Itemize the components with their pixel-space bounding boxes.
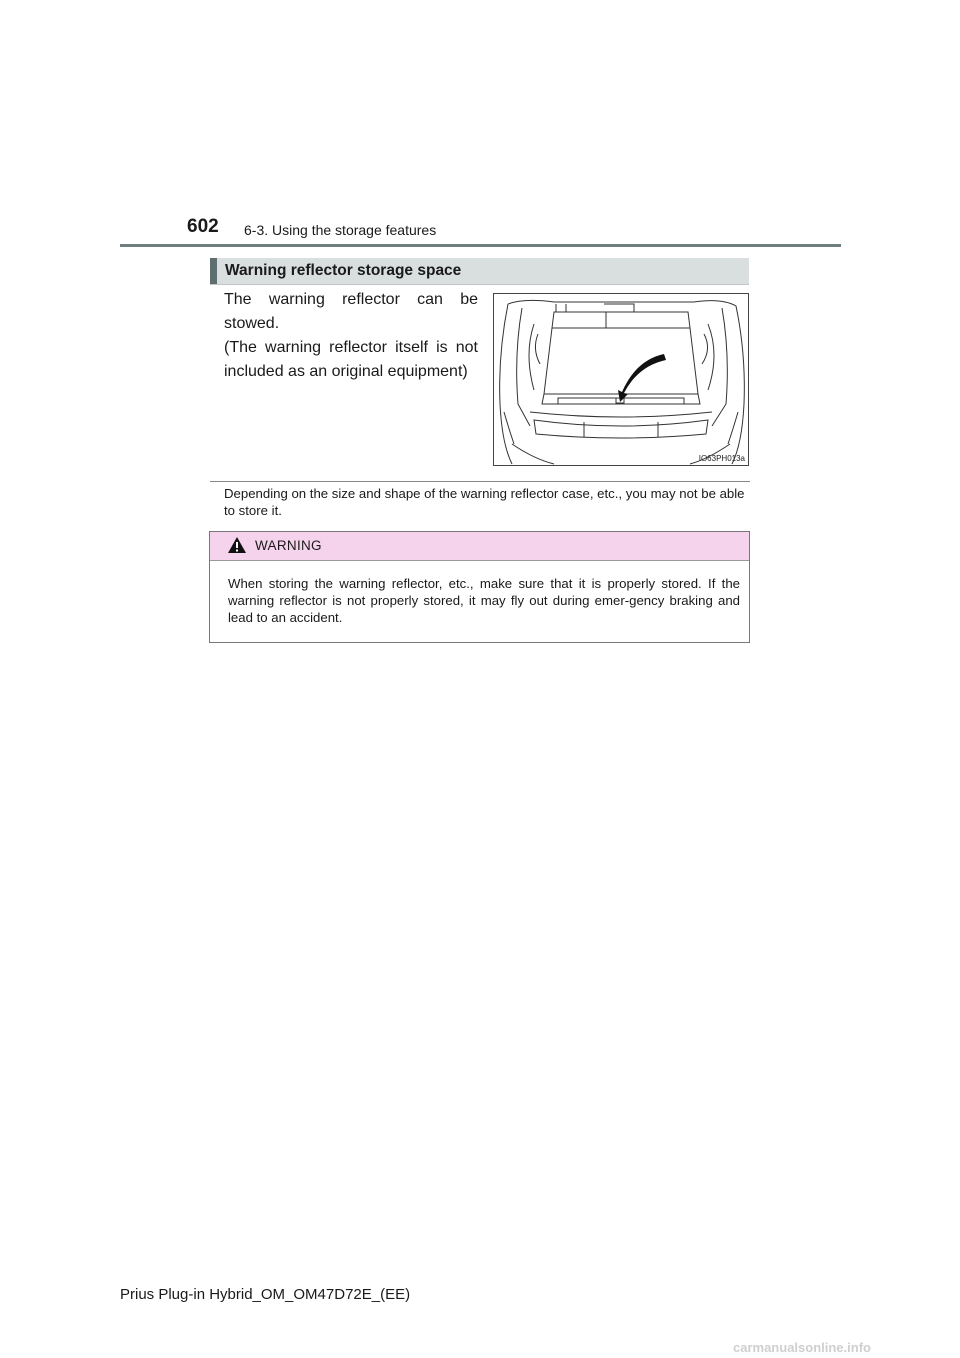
warning-text: When storing the warning reflector, etc., make sure that it is properly stored. If the warning reflector is not properly stored, it may fly out during emer-gency braking and lead to an accident. — [228, 576, 740, 625]
body-text — [224, 288, 478, 384]
watermark: carmanualsonline.info — [733, 1340, 871, 1355]
warning-header — [210, 532, 749, 561]
warning-triangle-icon — [227, 536, 247, 554]
subheading-bar — [210, 258, 217, 284]
warning-box — [209, 531, 750, 643]
subheading — [210, 258, 749, 285]
luggage-compartment-drawing — [494, 294, 748, 465]
body-paragraph-2: (The warning reflector itself is not included as an original equipment) — [224, 339, 478, 380]
luggage-compartment-illustration — [493, 293, 749, 466]
figure-code: IO63PH013a — [698, 454, 745, 463]
footer-model: Prius Plug-in Hybrid_OM_OM47D72E_(EE) — [120, 1286, 411, 1303]
body-paragraph-1: The warning reflector can be stowed. — [224, 291, 478, 332]
section-title: 6-3. Using the storage features — [244, 222, 437, 238]
divider — [210, 481, 750, 482]
page-number: 602 — [187, 216, 219, 237]
header-rule — [120, 244, 841, 247]
note-text: Depending on the size and shape of the warning reflector case, etc., you may not be able to store it. — [224, 486, 745, 518]
warning-label: WARNING — [255, 538, 322, 553]
subheading-text: Warning reflector storage space — [225, 262, 462, 279]
